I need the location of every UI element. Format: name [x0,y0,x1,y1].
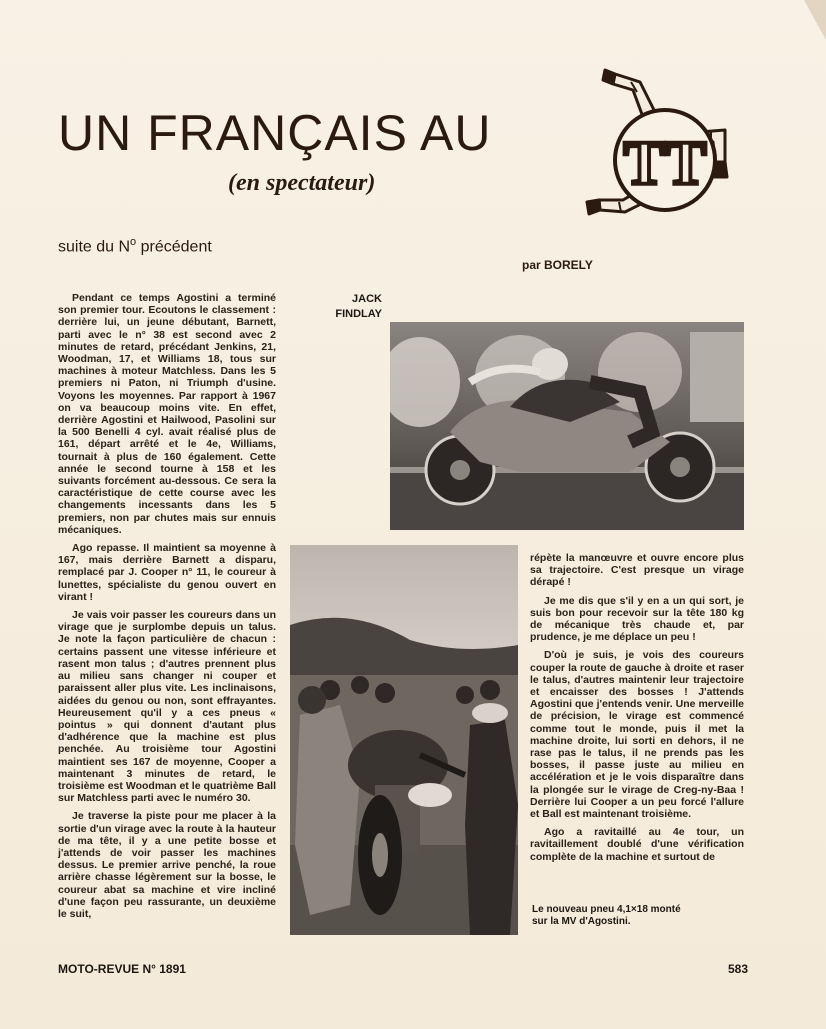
paragraph: Ago a ravitaillé au 4e tour, un ravitaillement doublé d'une vérification complète de la machine et surtout de [530,826,744,863]
paragraph: répète la manœuvre et ouvre encore plus sa trajectoire. C'est presque un virage dérapé ! [530,552,744,589]
intro-before: suite du N [58,238,131,256]
article-title: UN FRANÇAIS AU [58,105,492,161]
photo-label [320,292,382,322]
triskelion-logo-icon [585,62,735,232]
text-column-3 [530,552,744,869]
racing-motorcycle-photo [390,322,744,530]
paragraph: Je traverse la piste pour me placer à la sortie d'un virage avec la route à la hauteur de ma tête, il y a une petite bosse et j'attends de voir passer les machines dessus. Le premier arrive penché, la roue arrière chasse légèrement sur la bosse, le coureur abat sa machine et vire incliné d'une façon peu rassurante, un deuxième le suit, [58,810,276,920]
paragraph: Pendant ce temps Agostini a terminé son premier tour. Ecoutons le classement : derrière lui, un jeune débutant, Barnett, parti avec le n° 38 est second avec 2 minutes de retard, précédant Jenkins, 21, Woodman, 17, et Williams 18, tous sur machines à moteur Matchless. Dans les 5 premiers ni Paton, ni Triumph d'usine. Voyons les moyennes. Par rapport à 1967 on va beaucoup moins vite. En effet, derrière Agostini et Hailwood, Pasolini sur la 500 Benelli 4 cyl. avait réalisé plus de 161, départ arrêté et le 4e, Williams, tournait à plus de 160 également. Cette année le second tourne à 158 et les suivants forcément au-dessous. Ce sera la caractéristique de cette course avec les changements incessants dans les 5 premiers, non par chutes mais sur ennuis mécaniques. [58,292,276,536]
text-column-1 [58,292,276,926]
photo-rider-findlay [390,322,744,530]
paragraph: Ago repasse. Il maintient sa moyenne à 167, mais derrière Barnett a disparu, remplacé par J. Cooper n° 11, le coureur à lunettes, spécialiste du genou ouvert en virant ! [58,542,276,603]
intro-sup: o [130,236,137,248]
page-corner [804,0,826,40]
pit-stop-photo [290,545,518,935]
paragraph: Je me dis que s'il y en a un qui sort, je suis bon pour recevoir sur la tête 180 kg de mécanique très chaude et, par prudence, je me déplace un peu ! [530,594,744,644]
article-subtitle: (en spectateur) [228,170,376,196]
byline: par BORELY [522,258,593,272]
photo-pit-stop [290,545,518,935]
photo-label-line2: FINDLAY [335,308,382,320]
photo-label-line1: JACK [352,293,382,305]
intro-after: précédent [136,238,212,256]
tt-letters: TT [623,130,707,198]
tt-logo [585,62,735,232]
page-number: 583 [728,962,749,976]
photo-caption: Le nouveau pneu 4,1×18 monté sur la MV d'Agostini. [532,904,681,927]
paragraph: Je vais voir passer les coureurs dans un virage que je surplombe depuis un talus. Je note la façon particulière de chacun : certains passent une vitesse inférieure et rasent mon talus ; d'autres prennent plus au milieu sans changer ni couper et paraissent aller plus vite. Les inclinaisons, aidées du genou ou non, sont effrayantes. Heureusement qu'il y a ces pneus « pointus » qui donnent d'autant plus d'adhérence que la machine est plus penchée. Au troisième tour Agostini maintient ses 167 de moyenne, Cooper a maintenant 3 minutes de retard, le troisième est Woodman et le quatrième Ball sur Matchless parti avec le numéro 30. [58,609,276,805]
paragraph: D'où je suis, je vois des coureurs couper la route de gauche à droite et raser le talus, d'autres maintenir leur trajectoire et encaisser des bosses ! J'attends Agostini que j'entends venir. Une merveille de précision, le virage est commencé comme tout le monde, puis il met la machine droite, lui sorti en dehors, il ne rase pas le talus, il ne prends pas les bosses, il passe juste au milieu en accélération et je le vois disparaître dans la plongée sur le virage de Creg-ny-Baa ! Derrière lui Cooper a un peu forcé l'allure et Ball est maintenant troisième. [530,649,744,821]
magazine-footer: MOTO-REVUE N° 1891 [58,962,186,976]
intro-line [58,236,212,256]
